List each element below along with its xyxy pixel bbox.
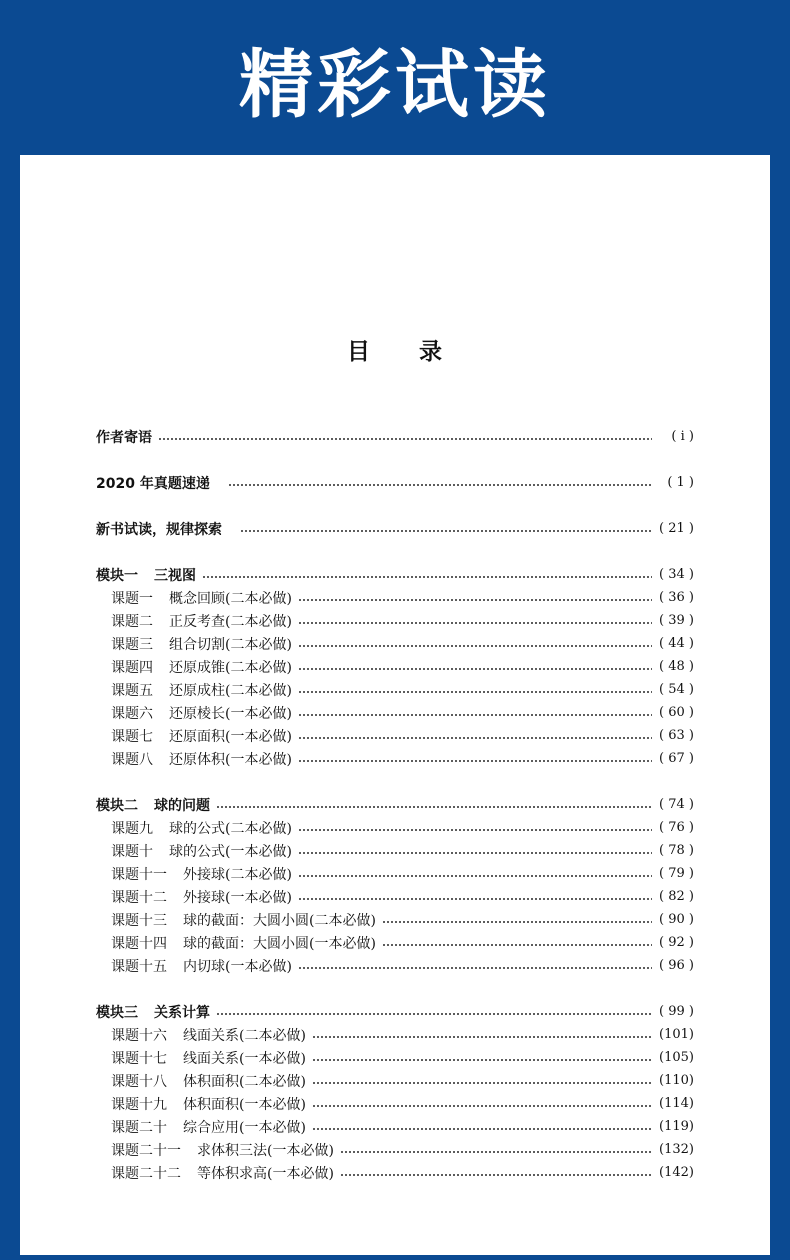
toc-entry-subtitle: 综合应用(一本必做) [183,1119,306,1136]
toc-entry-title [111,1025,306,1045]
toc-entry-label: 模块二 [96,797,138,814]
toc-entry-title [111,588,292,608]
toc-page-number: ( 92 ) [659,935,694,950]
toc-entry-label: 课题一 [111,590,153,607]
dot-leader [340,1151,652,1153]
toc-page-number: (105) [659,1050,694,1065]
toc-entry-label: 课题九 [111,820,153,837]
toc-page-number: (142) [659,1165,694,1180]
toc-page-number: ( 74 ) [659,797,694,812]
toc-entry-label: 课题三 [111,636,153,653]
toc-entry [96,1069,694,1092]
toc-entry [96,655,694,678]
toc-page-number: (114) [659,1096,694,1111]
toc-entry-title [111,634,292,654]
toc-entry-label: 2020 年真题速递 [96,475,210,492]
toc-entry-subtitle: 外接球(一本必做) [183,889,292,906]
toc-section-entry [96,563,694,586]
toc-section-entry [96,1000,694,1023]
toc-entry [96,862,694,885]
toc-page-number: ( 39 ) [659,613,694,628]
dot-leader [240,530,652,532]
toc-entry-title [111,749,292,769]
toc-entry [96,609,694,632]
toc-entry-subtitle: 球的公式(一本必做) [169,843,292,860]
toc-entry-subtitle: 球的截面：大圆小圆(一本必做) [183,935,376,952]
dot-leader [312,1082,652,1084]
toc-entry-subtitle: 组合切割(二本必做) [169,636,292,653]
section-spacer [96,494,694,517]
toc-entry-title [96,565,196,585]
dot-leader [216,1013,652,1015]
toc-section-entry [96,517,694,540]
toc-entry-label: 课题十 [111,843,153,860]
toc-entry [96,1023,694,1046]
dot-leader [158,438,652,440]
toc-page-number: ( 99 ) [659,1004,694,1019]
toc-entry-subtitle: 还原成锥(二本必做) [169,659,292,676]
dot-leader [298,714,652,716]
section-spacer [96,977,694,1000]
toc-entry [96,1138,694,1161]
toc-entry-subtitle: 内切球(一本必做) [183,958,292,975]
toc-entry [96,1046,694,1069]
toc-section-entry [96,793,694,816]
toc-page-number: ( 54 ) [659,682,694,697]
toc-entry-title [111,680,292,700]
toc-page-number: ( 76 ) [659,820,694,835]
toc-entry-label: 课题二十一 [111,1142,181,1159]
toc-entry-label: 课题二十二 [111,1165,181,1182]
toc-entry-subtitle: 概念回顾(二本必做) [169,590,292,607]
toc-entry-subtitle: 体积面积(一本必做) [183,1096,306,1113]
toc-entry-subtitle: 还原成柱(二本必做) [169,682,292,699]
toc-page-number: ( 96 ) [659,958,694,973]
toc-entry-label: 作者寄语 [96,429,152,446]
toc-page-number: (101) [659,1027,694,1042]
dot-leader [298,737,652,739]
toc-entry-title [111,841,292,861]
toc-page-number: ( 63 ) [659,728,694,743]
toc-entry-subtitle: 球的问题 [154,797,210,814]
dot-leader [312,1059,652,1061]
dot-leader [298,967,652,969]
toc-entry-subtitle: 关系计算 [154,1004,210,1021]
toc-entry-subtitle: 三视图 [154,567,196,584]
dot-leader [228,484,652,486]
toc-entry-subtitle: 体积面积(二本必做) [183,1073,306,1090]
toc-section-entry [96,471,694,494]
dot-leader [298,622,652,624]
toc-page-number: ( 1 ) [667,475,694,490]
toc-entry-label: 课题六 [111,705,153,722]
toc-entry-subtitle: 求体积三法(一本必做) [197,1142,334,1159]
toc-page-number: ( 36 ) [659,590,694,605]
toc-entry-title [111,1117,306,1137]
toc-entry-label: 课题十四 [111,935,167,952]
toc-entry-label: 课题十一 [111,866,167,883]
toc-entry-label: 课题二 [111,613,153,630]
dot-leader [298,898,652,900]
toc-entry-title [111,864,292,884]
toc-entry-label: 课题五 [111,682,153,699]
toc-section-entry [96,425,694,448]
toc-entry [96,1115,694,1138]
dot-leader [298,645,652,647]
toc-page-number: ( 82 ) [659,889,694,904]
toc-entry-title [111,910,376,930]
section-spacer [96,770,694,793]
toc-page-number: (132) [659,1142,694,1157]
toc-entry-label: 课题十三 [111,912,167,929]
table-of-contents [96,425,694,1184]
toc-entry-subtitle: 线面关系(二本必做) [183,1027,306,1044]
toc-entry-title [111,1071,306,1091]
toc-heading: 目 录 [347,339,443,365]
dot-leader [382,921,652,923]
toc-page-number: ( 60 ) [659,705,694,720]
toc-entry-label: 课题二十 [111,1119,167,1136]
toc-entry-label: 新书试读，规律探索 [96,521,222,538]
banner [0,0,790,155]
toc-entry-label: 课题十七 [111,1050,167,1067]
toc-entry [96,816,694,839]
banner-title: 精彩试读 [239,41,551,128]
toc-entry-title [111,726,292,746]
toc-entry [96,724,694,747]
toc-page-number: ( ⅰ ) [671,429,694,444]
toc-page-number: ( 34 ) [659,567,694,582]
toc-entry-label: 课题八 [111,751,153,768]
toc-entry [96,908,694,931]
toc-entry-label: 模块三 [96,1004,138,1021]
dot-leader [382,944,652,946]
toc-entry-subtitle: 外接球(二本必做) [183,866,292,883]
toc-page-number: ( 90 ) [659,912,694,927]
toc-entry-title [111,818,292,838]
toc-entry [96,1092,694,1115]
toc-entry-label: 课题四 [111,659,153,676]
toc-entry [96,701,694,724]
toc-entry [96,632,694,655]
dot-leader [298,829,652,831]
dot-leader [312,1128,652,1130]
dot-leader [298,760,652,762]
toc-entry-label: 课题七 [111,728,153,745]
toc-entry-label: 课题十九 [111,1096,167,1113]
toc-entry-subtitle: 还原棱长(一本必做) [169,705,292,722]
toc-entry-label: 模块一 [96,567,138,584]
toc-entry-title [111,611,292,631]
toc-page-number: ( 78 ) [659,843,694,858]
toc-entry-title [111,657,292,677]
toc-entry-label: 课题十八 [111,1073,167,1090]
dot-leader [202,576,652,578]
dot-leader [298,875,652,877]
toc-entry-subtitle: 线面关系(一本必做) [183,1050,306,1067]
toc-entry-title [111,1048,306,1068]
toc-page-number: ( 44 ) [659,636,694,651]
toc-entry [96,1161,694,1184]
toc-page-number: ( 48 ) [659,659,694,674]
toc-entry-subtitle: 球的截面：大圆小圆(二本必做) [183,912,376,929]
toc-page-number: ( 79 ) [659,866,694,881]
toc-entry-title [111,703,292,723]
toc-entry-title [111,1140,334,1160]
dot-leader [312,1105,652,1107]
toc-entry-label: 课题十六 [111,1027,167,1044]
toc-entry-title [111,887,292,907]
toc-page-number: ( 67 ) [659,751,694,766]
toc-entry-subtitle: 还原体积(一本必做) [169,751,292,768]
toc-entry-subtitle: 正反考查(二本必做) [169,613,292,630]
section-spacer [96,448,694,471]
toc-entry-title [96,427,152,447]
toc-entry-title [111,933,376,953]
toc-entry-label: 课题十二 [111,889,167,906]
dot-leader [298,599,652,601]
toc-entry-subtitle: 球的公式(二本必做) [169,820,292,837]
dot-leader [340,1174,652,1176]
toc-entry [96,885,694,908]
dot-leader [312,1036,652,1038]
toc-entry [96,747,694,770]
toc-entry [96,678,694,701]
toc-page-number: (110) [659,1073,694,1088]
document-page [20,155,770,1255]
dot-leader [216,806,652,808]
toc-entry-title [96,473,210,493]
toc-entry-title [111,1094,306,1114]
toc-entry-subtitle: 等体积求高(一本必做) [197,1165,334,1182]
toc-entry [96,954,694,977]
toc-entry [96,931,694,954]
section-spacer [96,540,694,563]
dot-leader [298,852,652,854]
toc-entry-label: 课题十五 [111,958,167,975]
toc-page-number: (119) [659,1119,694,1134]
dot-leader [298,691,652,693]
dot-leader [298,668,652,670]
toc-entry-title [111,1163,334,1183]
toc-entry-title [111,956,292,976]
toc-entry [96,586,694,609]
toc-entry [96,839,694,862]
toc-entry-subtitle: 还原面积(一本必做) [169,728,292,745]
toc-entry-title [96,795,210,815]
toc-entry-title [96,1002,210,1022]
toc-page-number: ( 21 ) [659,521,694,536]
toc-entry-title [96,519,222,539]
